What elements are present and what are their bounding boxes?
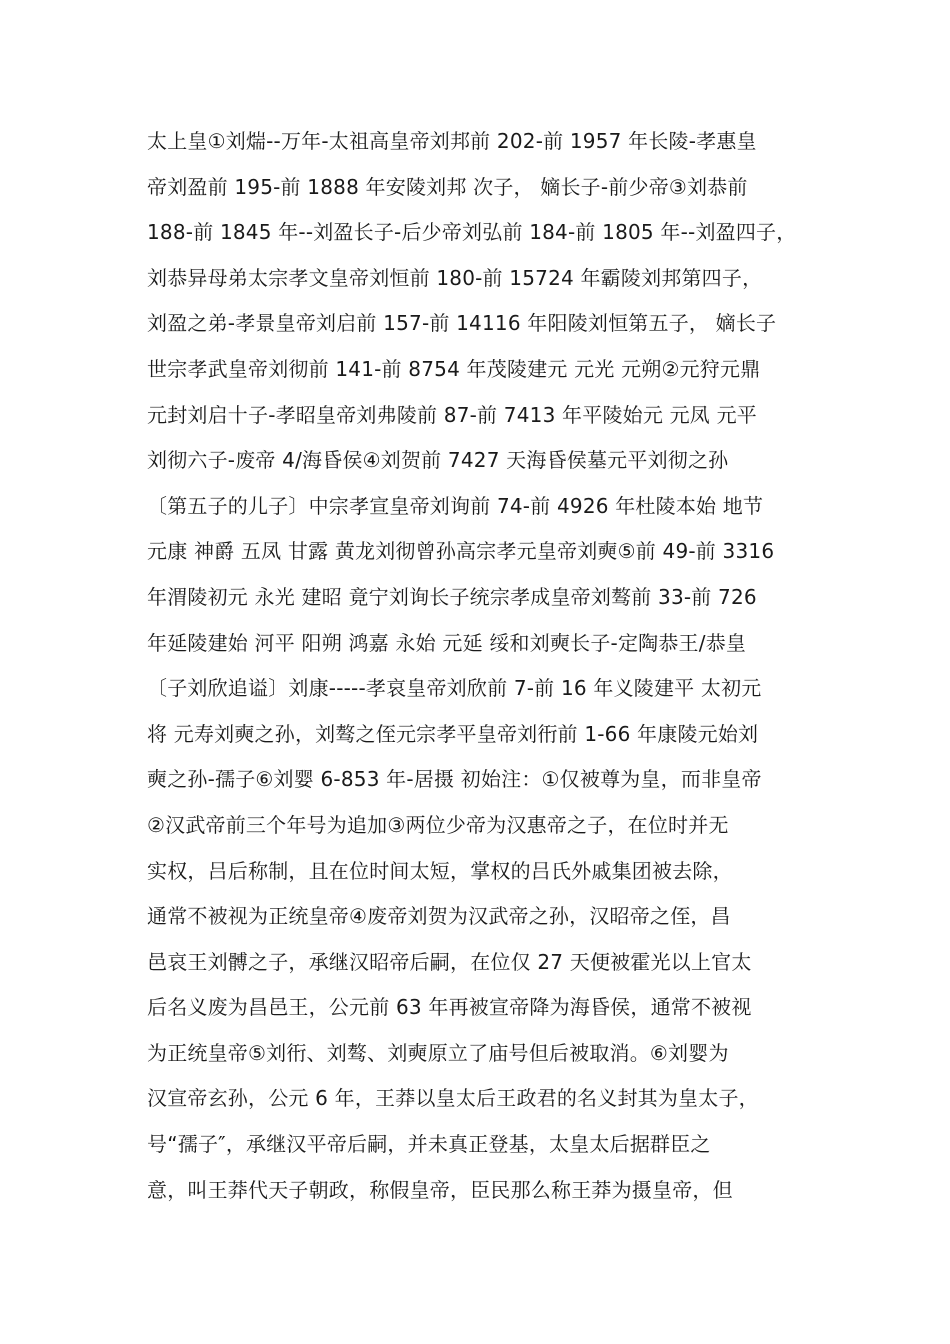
text-line: 世宗孝武皇帝刘彻前 141-前 8754 年茂陵建元 元光 元朔②元狩元鼎 — [147, 356, 761, 381]
text-line: 元封刘启十子-孝昭皇帝刘弗陵前 87-前 7413 年平陵始元 元凤 元平 — [147, 402, 757, 427]
text-line: 年延陵建始 河平 阳朔 鸿嘉 永始 元延 绥和刘奭长子-定陶恭王/恭皇 — [147, 630, 747, 655]
text-line: 刘彻六子-废帝 4/海昏侯④刘贺前 7427 天海昏侯墓元平刘彻之孙 — [147, 448, 729, 473]
text-line: 后名义废为昌邑王，公元前 63 年再被宣帝降为海昏侯，通常不被视 — [147, 995, 752, 1020]
text-line: 〔第五子的儿子〕中宗孝宣皇帝刘询前 74-前 4926 年杜陵本始 地节 — [147, 493, 764, 518]
text-line: 〔子刘欣追谥〕刘康-----孝哀皇帝刘欣前 7-前 16 年义陵建平 太初元 — [147, 676, 762, 701]
body-text — [147, 119, 827, 1213]
text-line: ②汉武帝前三个年号为追加③两位少帝为汉惠帝之子，在位时并无 — [147, 812, 729, 837]
text-line: 年渭陵初元 永光 建昭 竟宁刘询长子统宗孝成皇帝刘骜前 33-前 726 — [147, 584, 757, 609]
text-line: 将 元寿刘奭之孙，刘骜之侄元宗孝平皇帝刘衎前 1-66 年康陵元始刘 — [147, 721, 759, 746]
text-line: 实权，吕后称制，且在位时间太短，掌权的吕氏外戚集团被去除， — [147, 858, 733, 883]
text-line: 188-前 1845 年--刘盈长子-后少帝刘弘前 184-前 1805 年--刘盈四子， — [147, 220, 797, 245]
text-line: 元康 神爵 五凤 甘露 黄龙刘彻曾孙高宗孝元皇帝刘奭⑤前 49-前 3316 — [147, 539, 775, 564]
text-line: 号“孺子″，承继汉平帝后嗣，并未真正登基，太皇太后据群臣之 — [147, 1132, 711, 1157]
text-line: 意，叫王莽代天子朝政，称假皇帝，臣民那么称王莽为摄皇帝，但 — [147, 1177, 733, 1202]
text-line: 刘盈之弟-孝景皇帝刘启前 157-前 14116 年阳陵刘恒第五子， 嫡长子 — [147, 311, 777, 336]
text-line: 刘恭异母弟太宗孝文皇帝刘恒前 180-前 15724 年霸陵刘邦第四子， — [147, 265, 763, 290]
text-line: 邑哀王刘髆之子，承继汉昭帝后嗣，在位仅 27 天便被霍光以上官太 — [147, 949, 752, 974]
text-line: 汉宣帝玄孙，公元 6 年，王莽以皇太后王政君的名义封其为皇太子， — [147, 1086, 759, 1111]
text-line: 太上皇①刘煓--万年-太祖高皇帝刘邦前 202-前 1957 年长陵-孝惠皇 — [147, 129, 757, 153]
text-line: 奭之孙-孺子⑥刘婴 6-853 年-居摄 初始注：①仅被尊为皇，而非皇帝 — [147, 767, 762, 792]
text-line: 帝刘盈前 195-前 1888 年安陵刘邦 次子， 嫡长子-前少帝③刘恭前 — [147, 174, 748, 199]
text-line: 为正统皇帝⑤刘衎、刘骜、刘奭原立了庙号但后被取消。⑥刘婴为 — [147, 1040, 729, 1065]
text-line: 通常不被视为正统皇帝④废帝刘贺为汉武帝之孙，汉昭帝之侄，昌 — [147, 904, 731, 929]
